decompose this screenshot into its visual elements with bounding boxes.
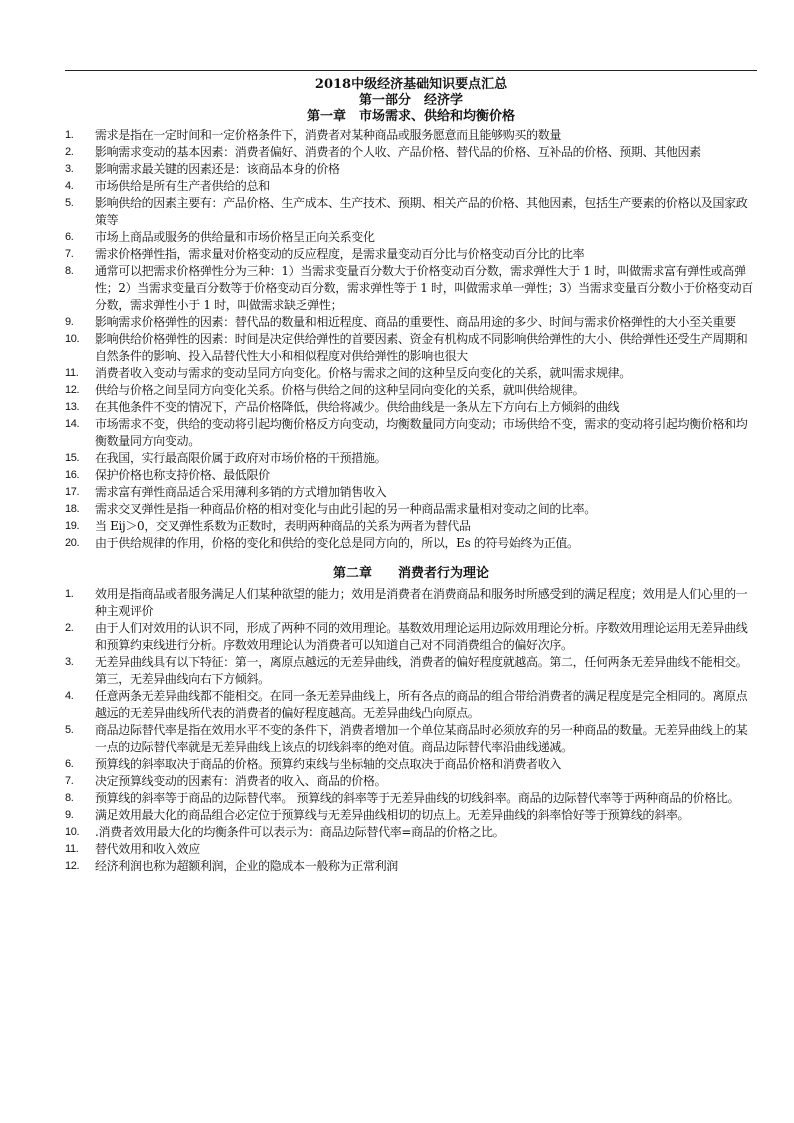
list-item-text: 市场上商品或服务的供给量和市场价格呈正向关系变化 xyxy=(95,230,375,244)
list-item-text: 通常可以把需求价格弹性分为三种：1）当需求变量百分数大于价格变动百分数，需求弹性大于 1 时，叫做需求富有弹性或高弹性；2）当需求变量百分数等于价格变动百分数，需求弹性等于 1 时，叫做需求单一弹性；3）当需求变量百分数小于价格变动百分数，需求弹性小于 1 时，叫做需求缺乏弹性； xyxy=(95,264,753,312)
list-item-text: 需求价格弹性指，需求量对价格变动的反应程度，是需求量变动百分比与价格变动百分比的比率 xyxy=(95,247,585,261)
list-item-number: 12. xyxy=(65,384,80,396)
list-item xyxy=(65,382,757,399)
list-item xyxy=(65,841,757,858)
list-item-text: 市场需求不变，供给的变动将引起均衡价格反方向变动，均衡数量同方向变动；市场供给不变，需求的变动将引起均衡价格和均衡数量同方向变动。 xyxy=(95,417,748,448)
list-item xyxy=(65,654,757,688)
header-rule xyxy=(65,70,757,71)
list-item xyxy=(65,620,757,654)
list-item-number: 5. xyxy=(65,724,74,736)
list-item xyxy=(65,807,757,824)
list-item xyxy=(65,399,757,416)
list-item-number: 9. xyxy=(65,809,74,821)
list-item-text: 商品边际替代率是指在效用水平不变的条件下，消费者增加一个单位某商品时必须放弃的另一种商品的数量。无差异曲线上的某一点的边际替代率就是无差异曲线上该点的切线斜率的绝对值。商品边际替代率沿曲线递减。 xyxy=(95,723,748,754)
list-item-number: 14. xyxy=(65,418,80,430)
list-item-text: 影响需求变动的基本因素：消费者偏好、消费者的个人收、产品价格、替代品的价格、互补品的价格、预期、其他因素 xyxy=(95,145,701,159)
chapter-1-title: 第一章 市场需求、供给和均衡价格 xyxy=(306,109,515,124)
list-item-number: 8. xyxy=(65,792,74,804)
list-item-number: 3. xyxy=(65,163,74,175)
list-item-text: 决定预算线变动的因素有：消费者的收入、商品的价格。 xyxy=(95,774,387,788)
list-item-text: 替代效用和收入效应 xyxy=(95,842,200,856)
list-item xyxy=(65,467,757,484)
list-item xyxy=(65,756,757,773)
list-item-number: 2. xyxy=(65,146,74,158)
list-item-number: 7. xyxy=(65,775,74,787)
document-body xyxy=(65,77,757,875)
list-item xyxy=(65,790,757,807)
list-item-number: 4. xyxy=(65,180,74,192)
list-item-number: 11. xyxy=(65,843,79,855)
chapter-2-list xyxy=(65,586,757,875)
list-item-text: 需求交叉弹性是指一种商品价格的相对变化与由此引起的另一种商品需求量相对变动之间的比率。 xyxy=(95,502,596,516)
list-item-text: 任意两条无差异曲线都不能相交。在同一条无差异曲线上，所有各点的商品的组合带给消费者的满足程度是完全相同的。离原点越远的无差异曲线所代表的消费者的偏好程度越高。无差异曲线凸向原点。 xyxy=(95,689,748,720)
list-item xyxy=(65,229,757,246)
list-item-number: 3. xyxy=(65,656,74,668)
list-item-number: 9. xyxy=(65,316,74,328)
list-item-text: 需求富有弹性商品适合采用薄利多销的方式增加销售收入 xyxy=(95,485,387,499)
list-item-text: 由于人们对效用的认识不同，形成了两种不同的效用理论。基数效用理论运用边际效用理论分析。序数效用理论运用无差异曲线和预算约束线进行分析。序数效用理论认为消费者可以知道自己对不同消费组合的偏好次序。 xyxy=(95,621,748,652)
list-item-text: 经济利润也称为超额利润，企业的隐成本一般称为正常利润 xyxy=(95,859,398,873)
chapter-1-list xyxy=(65,127,757,552)
list-item-number: 1. xyxy=(65,588,74,600)
list-item-text: 预算线的斜率取决于商品的价格。预算约束线与坐标轴的交点取决于商品价格和消费者收入 xyxy=(95,757,562,771)
list-item xyxy=(65,722,757,756)
list-item-text: 市场供给是所有生产者供给的总和 xyxy=(95,179,270,193)
list-item-text: 保护价格也称支持价格、最低限价 xyxy=(95,468,270,482)
list-item xyxy=(65,824,757,841)
list-item-text: 影响供给价格弹性的因素：时间是决定供给弹性的首要因素、资金有机构成不同影响供给弹性的大小、供给弹性还受生产周期和自然条件的影响、投入品替代性大小和相似程度对供给弹性的影响也很大 xyxy=(95,332,748,363)
list-item xyxy=(65,161,757,178)
list-item-number: 10. xyxy=(65,826,80,838)
list-item-number: 17. xyxy=(65,486,80,498)
list-item-text: 无差异曲线具有以下特征：第一，离原点越远的无差异曲线，消费者的偏好程度就越高。第二，任何两条无差异曲线不能相交。第三，无差异曲线向右下方倾斜。 xyxy=(95,655,748,686)
list-item xyxy=(65,586,757,620)
list-item-number: 1. xyxy=(65,129,74,141)
list-item-text: 效用是指商品或者服务满足人们某种欲望的能力；效用是消费者在消费商品和服务时所感受到的满足程度；效用是人们心里的一种主观评价 xyxy=(95,587,748,618)
list-item-text: 需求是指在一定时间和一定价格条件下，消费者对某种商品或服务愿意而且能够购买的数量 xyxy=(95,128,562,142)
list-item-text: 预算线的斜率等于商品的边际替代率。 预算线的斜率等于无差异曲线的切线斜率。商品的边际替代率等于两种商品的价格比。 xyxy=(95,791,740,805)
list-item-number: 20. xyxy=(65,537,80,549)
list-item xyxy=(65,484,757,501)
list-item xyxy=(65,127,757,144)
list-item-number: 5. xyxy=(65,197,74,209)
list-item xyxy=(65,246,757,263)
list-item xyxy=(65,688,757,722)
list-item xyxy=(65,365,757,382)
list-item-number: 19. xyxy=(65,520,80,532)
document-title: 2018中级经济基础知识要点汇总 xyxy=(314,77,508,92)
list-item-number: 4. xyxy=(65,690,74,702)
list-item xyxy=(65,501,757,518)
list-item xyxy=(65,195,757,229)
list-item-number: 7. xyxy=(65,248,74,260)
list-item-number: 11. xyxy=(65,367,79,379)
list-item-text: 影响需求价格弹性的因素：替代品的数量和相近程度、商品的重要性、商品用途的多少、时间与需求价格弹性的大小至关重要 xyxy=(95,315,736,329)
list-item xyxy=(65,178,757,195)
list-item-number: 6. xyxy=(65,231,74,243)
list-item xyxy=(65,518,757,535)
list-item-number: 13. xyxy=(65,401,80,413)
list-item xyxy=(65,331,757,365)
list-item-text: 由于供给规律的作用，价格的变化和供给的变化总是同方向的，所以，Es 的符号始终为正值。 xyxy=(95,536,579,550)
list-item-number: 8. xyxy=(65,265,74,277)
list-item xyxy=(65,450,757,467)
part-title: 第一部分 经济学 xyxy=(358,93,463,108)
list-item-text: .消费者效用最大化的均衡条件可以表示为：商品边际替代率=商品的价格之比。 xyxy=(95,825,505,839)
list-item-number: 2. xyxy=(65,622,74,634)
list-item xyxy=(65,263,757,314)
list-item xyxy=(65,535,757,552)
list-item-text: 消费者收入变动与需求的变动呈同方向变化。价格与需求之间的这种呈反向变化的关系，就叫需求规律。 xyxy=(95,366,631,380)
list-item-text: 在我国，实行最高限价属于政府对市场价格的干预措施。 xyxy=(95,451,387,465)
list-item-text: 影响供给的因素主要有：产品价格、生产成本、生产技术、预期、相关产品的价格、其他因素，包括生产要素的价格以及国家政策等 xyxy=(95,196,748,227)
list-item xyxy=(65,858,757,875)
list-item-number: 10. xyxy=(65,333,80,345)
list-item-text: 当 Eij＞0，交叉弹性系数为正数时，表明两种商品的关系为两者为替代品 xyxy=(95,519,471,533)
list-item-text: 满足效用最大化的商品组合必定位于预算线与无差异曲线相切的切点上。无差异曲线的斜率恰好等于预算线的斜率。 xyxy=(95,808,690,822)
list-item xyxy=(65,144,757,161)
list-item-number: 15. xyxy=(65,452,80,464)
list-item xyxy=(65,314,757,331)
chapter-2-title: 第二章 消费者行为理论 xyxy=(332,566,489,581)
list-item xyxy=(65,416,757,450)
list-item-number: 12. xyxy=(65,860,80,872)
list-item xyxy=(65,773,757,790)
list-item-number: 6. xyxy=(65,758,74,770)
list-item-text: 供给与价格之间呈同方向变化关系。价格与供给之间的这种呈同向变化的关系，就叫供给规律。 xyxy=(95,383,585,397)
list-item-text: 影响需求最关键的因素还是：该商品本身的价格 xyxy=(95,162,340,176)
list-item-number: 16. xyxy=(65,469,80,481)
list-item-text: 在其他条件不变的情况下，产品价格降低，供给将减少。供给曲线是一条从左下方向右上方倾斜的曲线 xyxy=(95,400,620,414)
list-item-number: 18. xyxy=(65,503,80,515)
